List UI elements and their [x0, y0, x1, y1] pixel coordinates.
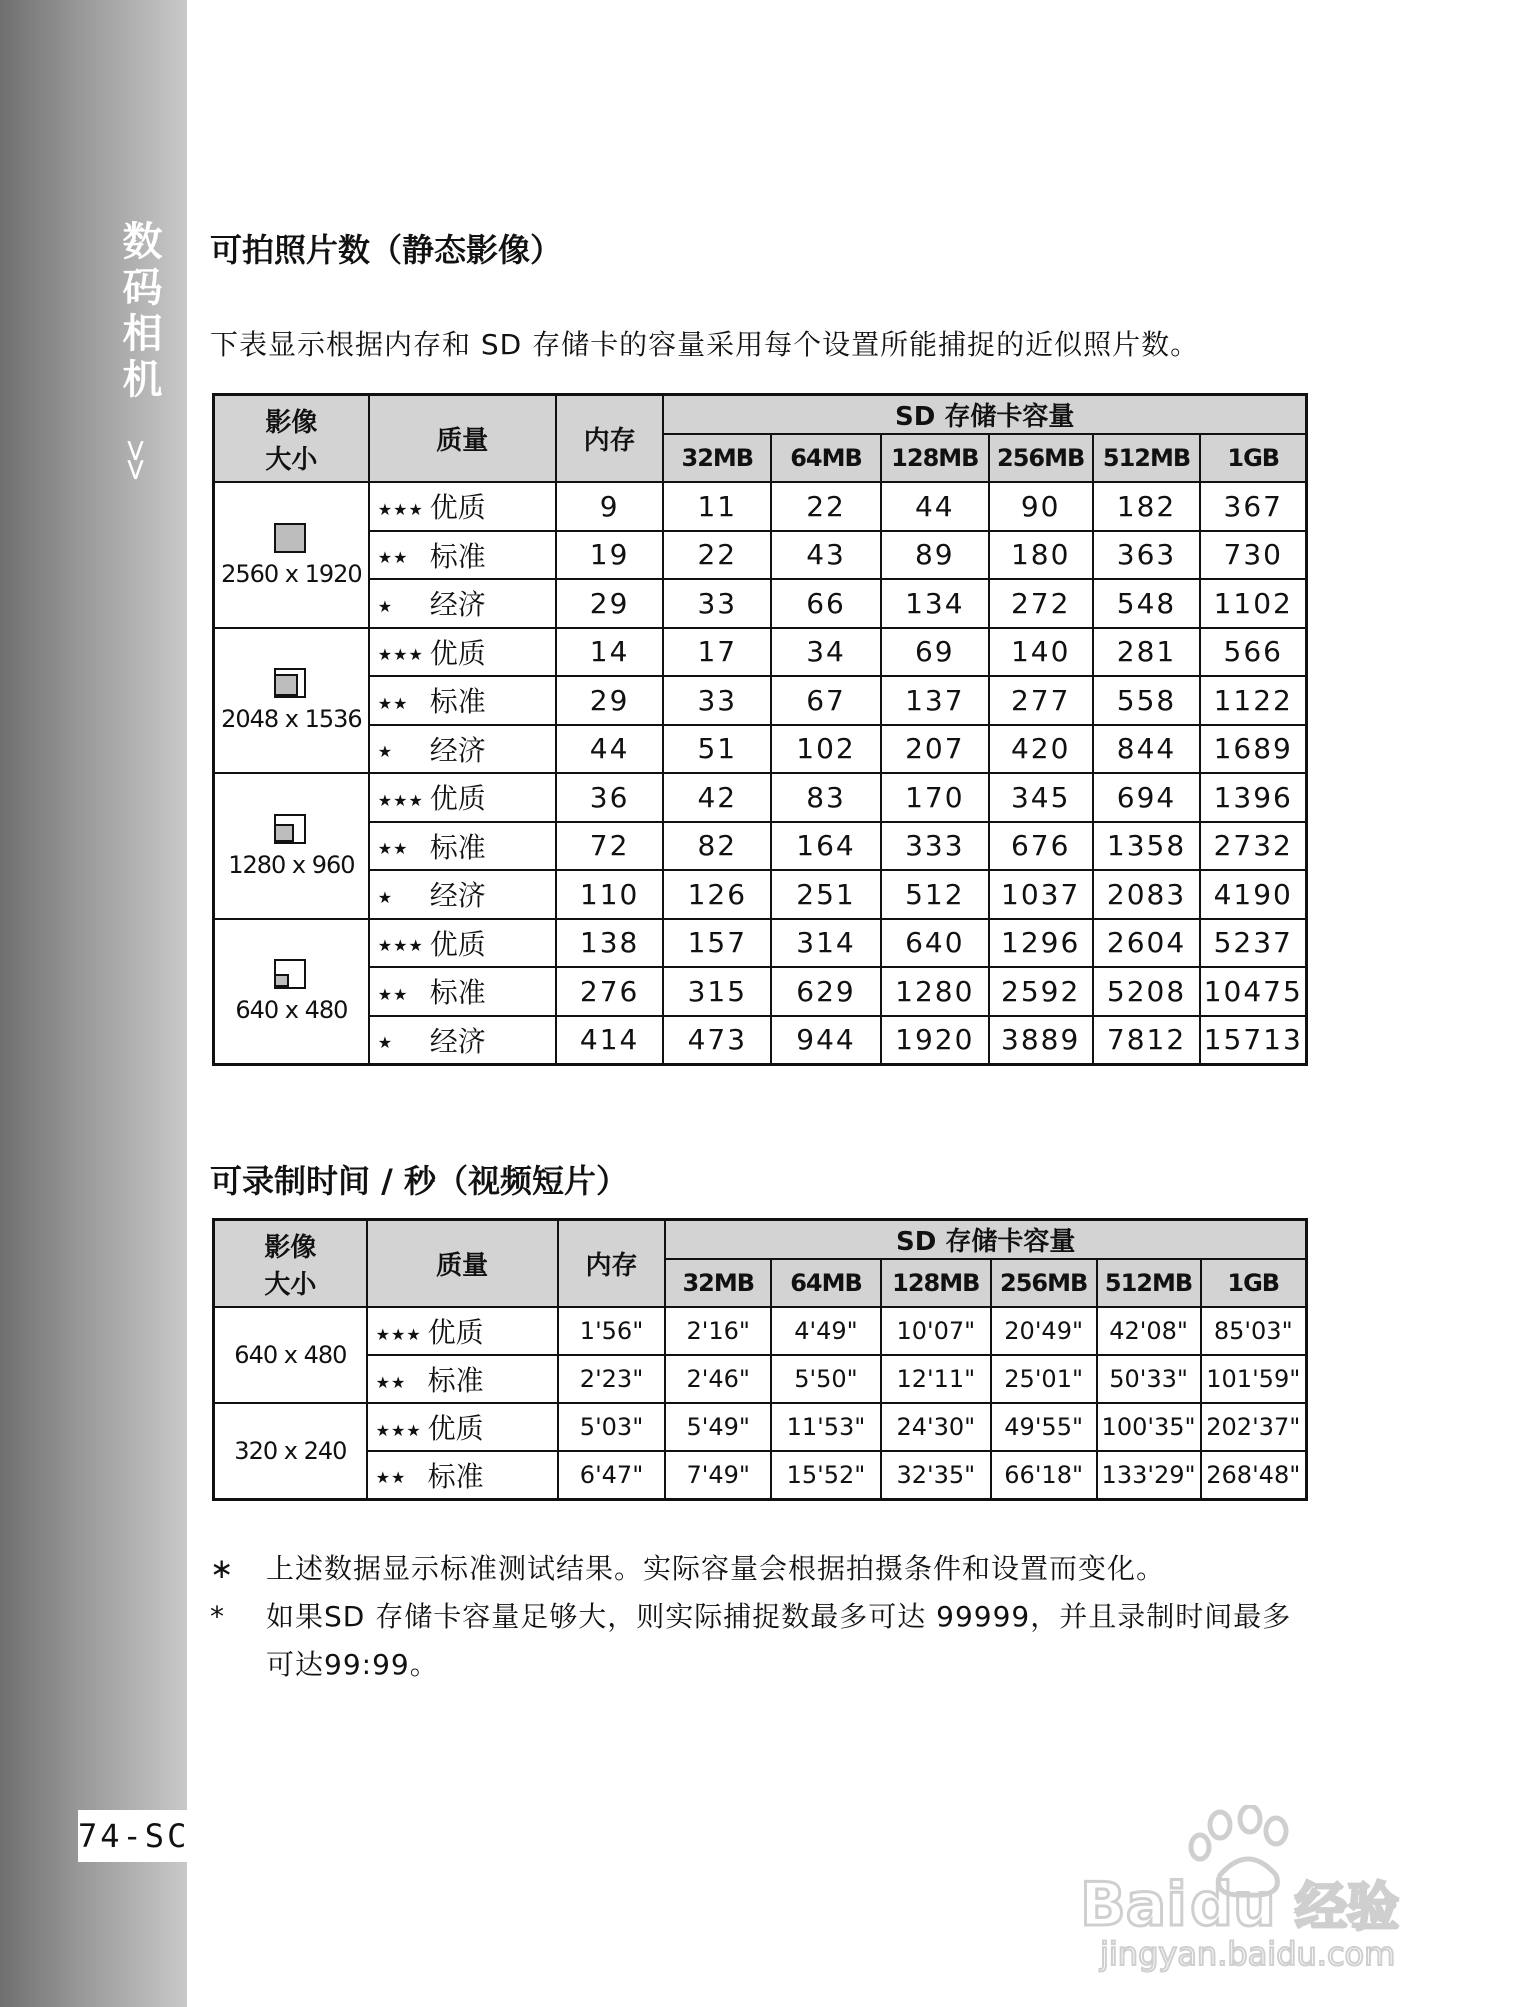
quality-label: 优质: [429, 636, 486, 670]
value-cell: 34: [771, 628, 881, 677]
value-cell: 82: [663, 822, 771, 871]
quality-cell: [369, 676, 556, 725]
star-rating-icon: ★★: [377, 984, 409, 1004]
value-cell: 9: [556, 482, 664, 531]
value-cell: 32'35": [881, 1451, 991, 1499]
quality-cell: [369, 628, 556, 677]
value-cell: 345: [989, 773, 1093, 822]
value-cell: 2'23": [558, 1355, 666, 1403]
table-row: [214, 1451, 1307, 1499]
watermark-brand-du: du: [1190, 1870, 1276, 1940]
photo-count-table: [212, 393, 1308, 1066]
value-cell: 126: [663, 870, 771, 919]
value-cell: 20'49": [991, 1307, 1097, 1355]
image-size-cell: [214, 628, 369, 774]
header-memory: 内存: [556, 395, 664, 483]
quality-label: 优质: [427, 1316, 484, 1349]
quality-cell: [367, 1307, 558, 1355]
quality-cell: [369, 967, 556, 1016]
value-cell: 1396: [1200, 773, 1306, 822]
quality-label: 经济: [429, 1024, 486, 1058]
quality-label: 标准: [429, 685, 486, 719]
value-cell: 24'30": [881, 1403, 991, 1451]
header-memory: 内存: [558, 1220, 666, 1308]
value-cell: 251: [771, 870, 881, 919]
header-capacity: 64MB: [771, 434, 881, 482]
quality-cell: [369, 531, 556, 580]
value-cell: 276: [556, 967, 664, 1016]
value-cell: 548: [1093, 579, 1201, 628]
value-cell: 15713: [1200, 1016, 1306, 1065]
watermark-brand-cn: 经验: [1295, 1878, 1400, 1938]
value-cell: 44: [556, 725, 664, 774]
quality-cell: [369, 1016, 556, 1065]
star-rating-icon: ★★: [375, 1468, 407, 1488]
value-cell: 138: [556, 919, 664, 968]
footnote-text: 如果SD 存储卡容量足够大，则实际捕捉数最多可达 99999，并且录制时间最多可达99:99。: [266, 1600, 1292, 1681]
asterisk-icon: *: [210, 1600, 225, 1633]
quality-cell: [369, 822, 556, 871]
star-rating-icon: ★: [377, 887, 394, 907]
chapter-title: 数码相机: [116, 220, 162, 404]
small-size-icon: [273, 958, 309, 990]
value-cell: 12'11": [881, 1355, 991, 1403]
value-cell: 133'29": [1097, 1451, 1201, 1499]
quality-cell: [369, 725, 556, 774]
value-cell: 100'35": [1097, 1403, 1201, 1451]
value-cell: 66'18": [991, 1451, 1097, 1499]
quality-cell: [369, 919, 556, 968]
header-capacity: 128MB: [881, 1259, 991, 1307]
value-cell: 25'01": [991, 1355, 1097, 1403]
value-cell: 110: [556, 870, 664, 919]
quality-label: 标准: [429, 976, 486, 1010]
header-quality: 质量: [367, 1220, 558, 1308]
table-row: [214, 676, 1307, 725]
value-cell: 414: [556, 1016, 664, 1065]
value-cell: 102: [771, 725, 881, 774]
value-cell: 1122: [1200, 676, 1306, 725]
value-cell: 89: [881, 531, 989, 580]
chevron-right-icon: >>: [118, 438, 153, 477]
value-cell: 22: [663, 531, 771, 580]
value-cell: 268'48": [1201, 1451, 1307, 1499]
value-cell: 3889: [989, 1016, 1093, 1065]
value-cell: 49'55": [991, 1403, 1097, 1451]
table-row: [214, 1016, 1307, 1065]
medium-size-icon: [273, 813, 309, 845]
value-cell: 69: [881, 628, 989, 677]
header-capacity: 64MB: [771, 1259, 881, 1307]
value-cell: 730: [1200, 531, 1306, 580]
image-size-cell: [214, 773, 369, 919]
full-size-icon: [273, 522, 309, 554]
value-cell: 19: [556, 531, 664, 580]
value-cell: 844: [1093, 725, 1201, 774]
value-cell: 5'49": [665, 1403, 771, 1451]
header-quality: 质量: [369, 395, 556, 483]
quality-label: 经济: [429, 879, 486, 913]
star-rating-icon: ★★★: [377, 499, 424, 519]
star-rating-icon: ★★★: [377, 645, 424, 665]
watermark-url: jingyan.baidu.com: [1100, 1935, 1396, 1973]
table-row: [214, 773, 1307, 822]
image-size-cell: [214, 1403, 367, 1499]
asterisk-icon: ∗: [210, 1552, 235, 1585]
star-rating-icon: ★: [377, 742, 394, 762]
table-row: [214, 967, 1307, 1016]
large-size-icon: [273, 667, 309, 699]
value-cell: 134: [881, 579, 989, 628]
value-cell: 2592: [989, 967, 1093, 1016]
value-cell: 101'59": [1201, 1355, 1307, 1403]
value-cell: 4'49": [771, 1307, 881, 1355]
star-rating-icon: ★: [377, 596, 394, 616]
value-cell: 1358: [1093, 822, 1201, 871]
quality-label: 标准: [427, 1364, 484, 1397]
value-cell: 140: [989, 628, 1093, 677]
star-rating-icon: ★★★: [375, 1324, 422, 1344]
image-size-label: 2048 x 1536: [221, 705, 362, 734]
value-cell: 36: [556, 773, 664, 822]
header-capacity: 512MB: [1097, 1259, 1201, 1307]
value-cell: 29: [556, 676, 664, 725]
value-cell: 473: [663, 1016, 771, 1065]
value-cell: 33: [663, 676, 771, 725]
image-size-cell: [214, 482, 369, 628]
value-cell: 2'46": [665, 1355, 771, 1403]
value-cell: 10475: [1200, 967, 1306, 1016]
value-cell: 67: [771, 676, 881, 725]
value-cell: 277: [989, 676, 1093, 725]
value-cell: 694: [1093, 773, 1201, 822]
value-cell: 1296: [989, 919, 1093, 968]
image-size-label: 640 x 480: [234, 1341, 347, 1369]
sidebar: [0, 0, 190, 2007]
value-cell: 7'49": [665, 1451, 771, 1499]
value-cell: 944: [771, 1016, 881, 1065]
value-cell: 42: [663, 773, 771, 822]
value-cell: 281: [1093, 628, 1201, 677]
image-size-label: 320 x 240: [234, 1436, 347, 1465]
table-row: [214, 1403, 1307, 1451]
table-row: [214, 822, 1307, 871]
star-rating-icon: ★★★: [377, 790, 424, 810]
value-cell: 1920: [881, 1016, 989, 1065]
value-cell: 157: [663, 919, 771, 968]
header-sd-capacity: SD 存储卡容量: [665, 1220, 1306, 1260]
header-capacity: 32MB: [665, 1259, 771, 1307]
table-row: [214, 482, 1307, 531]
value-cell: 7812: [1093, 1016, 1201, 1065]
value-cell: 629: [771, 967, 881, 1016]
value-cell: 33: [663, 579, 771, 628]
value-cell: 1689: [1200, 725, 1306, 774]
value-cell: 29: [556, 579, 664, 628]
value-cell: 50'33": [1097, 1355, 1201, 1403]
value-cell: 85'03": [1201, 1307, 1307, 1355]
value-cell: 5237: [1200, 919, 1306, 968]
value-cell: 2732: [1200, 822, 1306, 871]
table-row: [214, 725, 1307, 774]
video-time-table: [212, 1218, 1308, 1501]
value-cell: 164: [771, 822, 881, 871]
quality-cell: [369, 773, 556, 822]
star-rating-icon: ★★: [377, 548, 409, 568]
value-cell: 15'52": [771, 1451, 881, 1499]
value-cell: 51: [663, 725, 771, 774]
image-size-label: 1280 x 960: [228, 850, 355, 879]
value-cell: 640: [881, 919, 989, 968]
value-cell: 420: [989, 725, 1093, 774]
header-capacity: 512MB: [1093, 434, 1201, 482]
image-size-label: 2560 x 1920: [221, 559, 362, 588]
value-cell: 207: [881, 725, 989, 774]
footnote: [210, 1593, 1320, 1689]
value-cell: 66: [771, 579, 881, 628]
quality-label: 优质: [429, 782, 486, 816]
quality-label: 优质: [429, 491, 486, 525]
value-cell: 5'50": [771, 1355, 881, 1403]
image-size-label: 640 x 480: [235, 996, 348, 1024]
quality-label: 标准: [429, 830, 486, 864]
table-row: [214, 628, 1307, 677]
value-cell: 2'16": [665, 1307, 771, 1355]
image-size-cell: [214, 1307, 367, 1403]
star-rating-icon: ★: [377, 1033, 394, 1052]
value-cell: 17: [663, 628, 771, 677]
value-cell: 4190: [1200, 870, 1306, 919]
value-cell: 333: [881, 822, 989, 871]
quality-label: 优质: [429, 927, 486, 961]
header-image-size: 影像 大小: [214, 395, 369, 483]
quality-label: 标准: [429, 539, 486, 573]
header-capacity: 256MB: [991, 1259, 1097, 1307]
value-cell: 676: [989, 822, 1093, 871]
header-capacity: 1GB: [1200, 434, 1306, 482]
value-cell: 5208: [1093, 967, 1201, 1016]
quality-cell: [369, 870, 556, 919]
intro-text: 下表显示根据内存和 SD 存储卡的容量采用每个设置所能捕捉的近似照片数。: [210, 328, 1200, 361]
value-cell: 90: [989, 482, 1093, 531]
value-cell: 314: [771, 919, 881, 968]
value-cell: 42'08": [1097, 1307, 1201, 1355]
value-cell: 558: [1093, 676, 1201, 725]
quality-label: 经济: [429, 733, 486, 767]
value-cell: 2083: [1093, 870, 1201, 919]
value-cell: 2604: [1093, 919, 1201, 968]
value-cell: 6'47": [558, 1451, 666, 1499]
value-cell: 137: [881, 676, 989, 725]
value-cell: 363: [1093, 531, 1201, 580]
value-cell: 11: [663, 482, 771, 531]
star-rating-icon: ★★: [375, 1372, 407, 1392]
table-row: [214, 1307, 1307, 1355]
table-row: [214, 870, 1307, 919]
value-cell: 11'53": [771, 1403, 881, 1451]
value-cell: 43: [771, 531, 881, 580]
header-capacity: 32MB: [663, 434, 771, 482]
section-title-photos: 可拍照片数（静态影像）: [210, 231, 563, 269]
section-title-video: 可录制时间 / 秒（视频短片）: [210, 1162, 628, 1200]
value-cell: 83: [771, 773, 881, 822]
footnote-text: 上述数据显示标准测试结果。实际容量会根据拍摄条件和设置而变化。: [266, 1552, 1166, 1585]
star-rating-icon: ★★★: [375, 1420, 422, 1440]
value-cell: 272: [989, 579, 1093, 628]
value-cell: 170: [881, 773, 989, 822]
value-cell: 14: [556, 628, 664, 677]
quality-label: 经济: [429, 588, 486, 622]
header-capacity: 256MB: [989, 434, 1093, 482]
value-cell: 180: [989, 531, 1093, 580]
value-cell: 367: [1200, 482, 1306, 531]
header-capacity: 128MB: [881, 434, 989, 482]
page-number: 74-SC: [78, 1810, 190, 1862]
star-rating-icon: ★★: [377, 839, 409, 859]
image-size-cell: [214, 919, 369, 1065]
table-row: [214, 579, 1307, 628]
value-cell: 72: [556, 822, 664, 871]
value-cell: 1280: [881, 967, 989, 1016]
quality-cell: [369, 579, 556, 628]
baidu-watermark: [1070, 1805, 1450, 1975]
quality-cell: [367, 1355, 558, 1403]
header-image-size: 影像 大小: [214, 1220, 367, 1308]
table-row: [214, 919, 1307, 968]
table-row: [214, 1355, 1307, 1403]
quality-label: 标准: [427, 1459, 484, 1493]
header-sd-capacity: SD 存储卡容量: [663, 395, 1306, 435]
value-cell: 44: [881, 482, 989, 531]
quality-cell: [369, 482, 556, 531]
value-cell: 1037: [989, 870, 1093, 919]
value-cell: 182: [1093, 482, 1201, 531]
value-cell: 22: [771, 482, 881, 531]
star-rating-icon: ★★★: [377, 936, 424, 956]
value-cell: 566: [1200, 628, 1306, 677]
value-cell: 315: [663, 967, 771, 1016]
value-cell: 1102: [1200, 579, 1306, 628]
footnote: [210, 1545, 1320, 1593]
value-cell: 10'07": [881, 1307, 991, 1355]
footnotes: [210, 1545, 1320, 1689]
quality-cell: [367, 1451, 558, 1499]
value-cell: 512: [881, 870, 989, 919]
table-row: [214, 531, 1307, 580]
value-cell: 202'37": [1201, 1403, 1307, 1451]
star-rating-icon: ★★: [377, 693, 409, 713]
value-cell: 5'03": [558, 1403, 666, 1451]
header-capacity: 1GB: [1201, 1259, 1307, 1307]
quality-label: 优质: [427, 1412, 484, 1445]
value-cell: 1'56": [558, 1307, 666, 1355]
quality-cell: [367, 1403, 558, 1451]
watermark-brand: Bai: [1080, 1870, 1187, 1940]
